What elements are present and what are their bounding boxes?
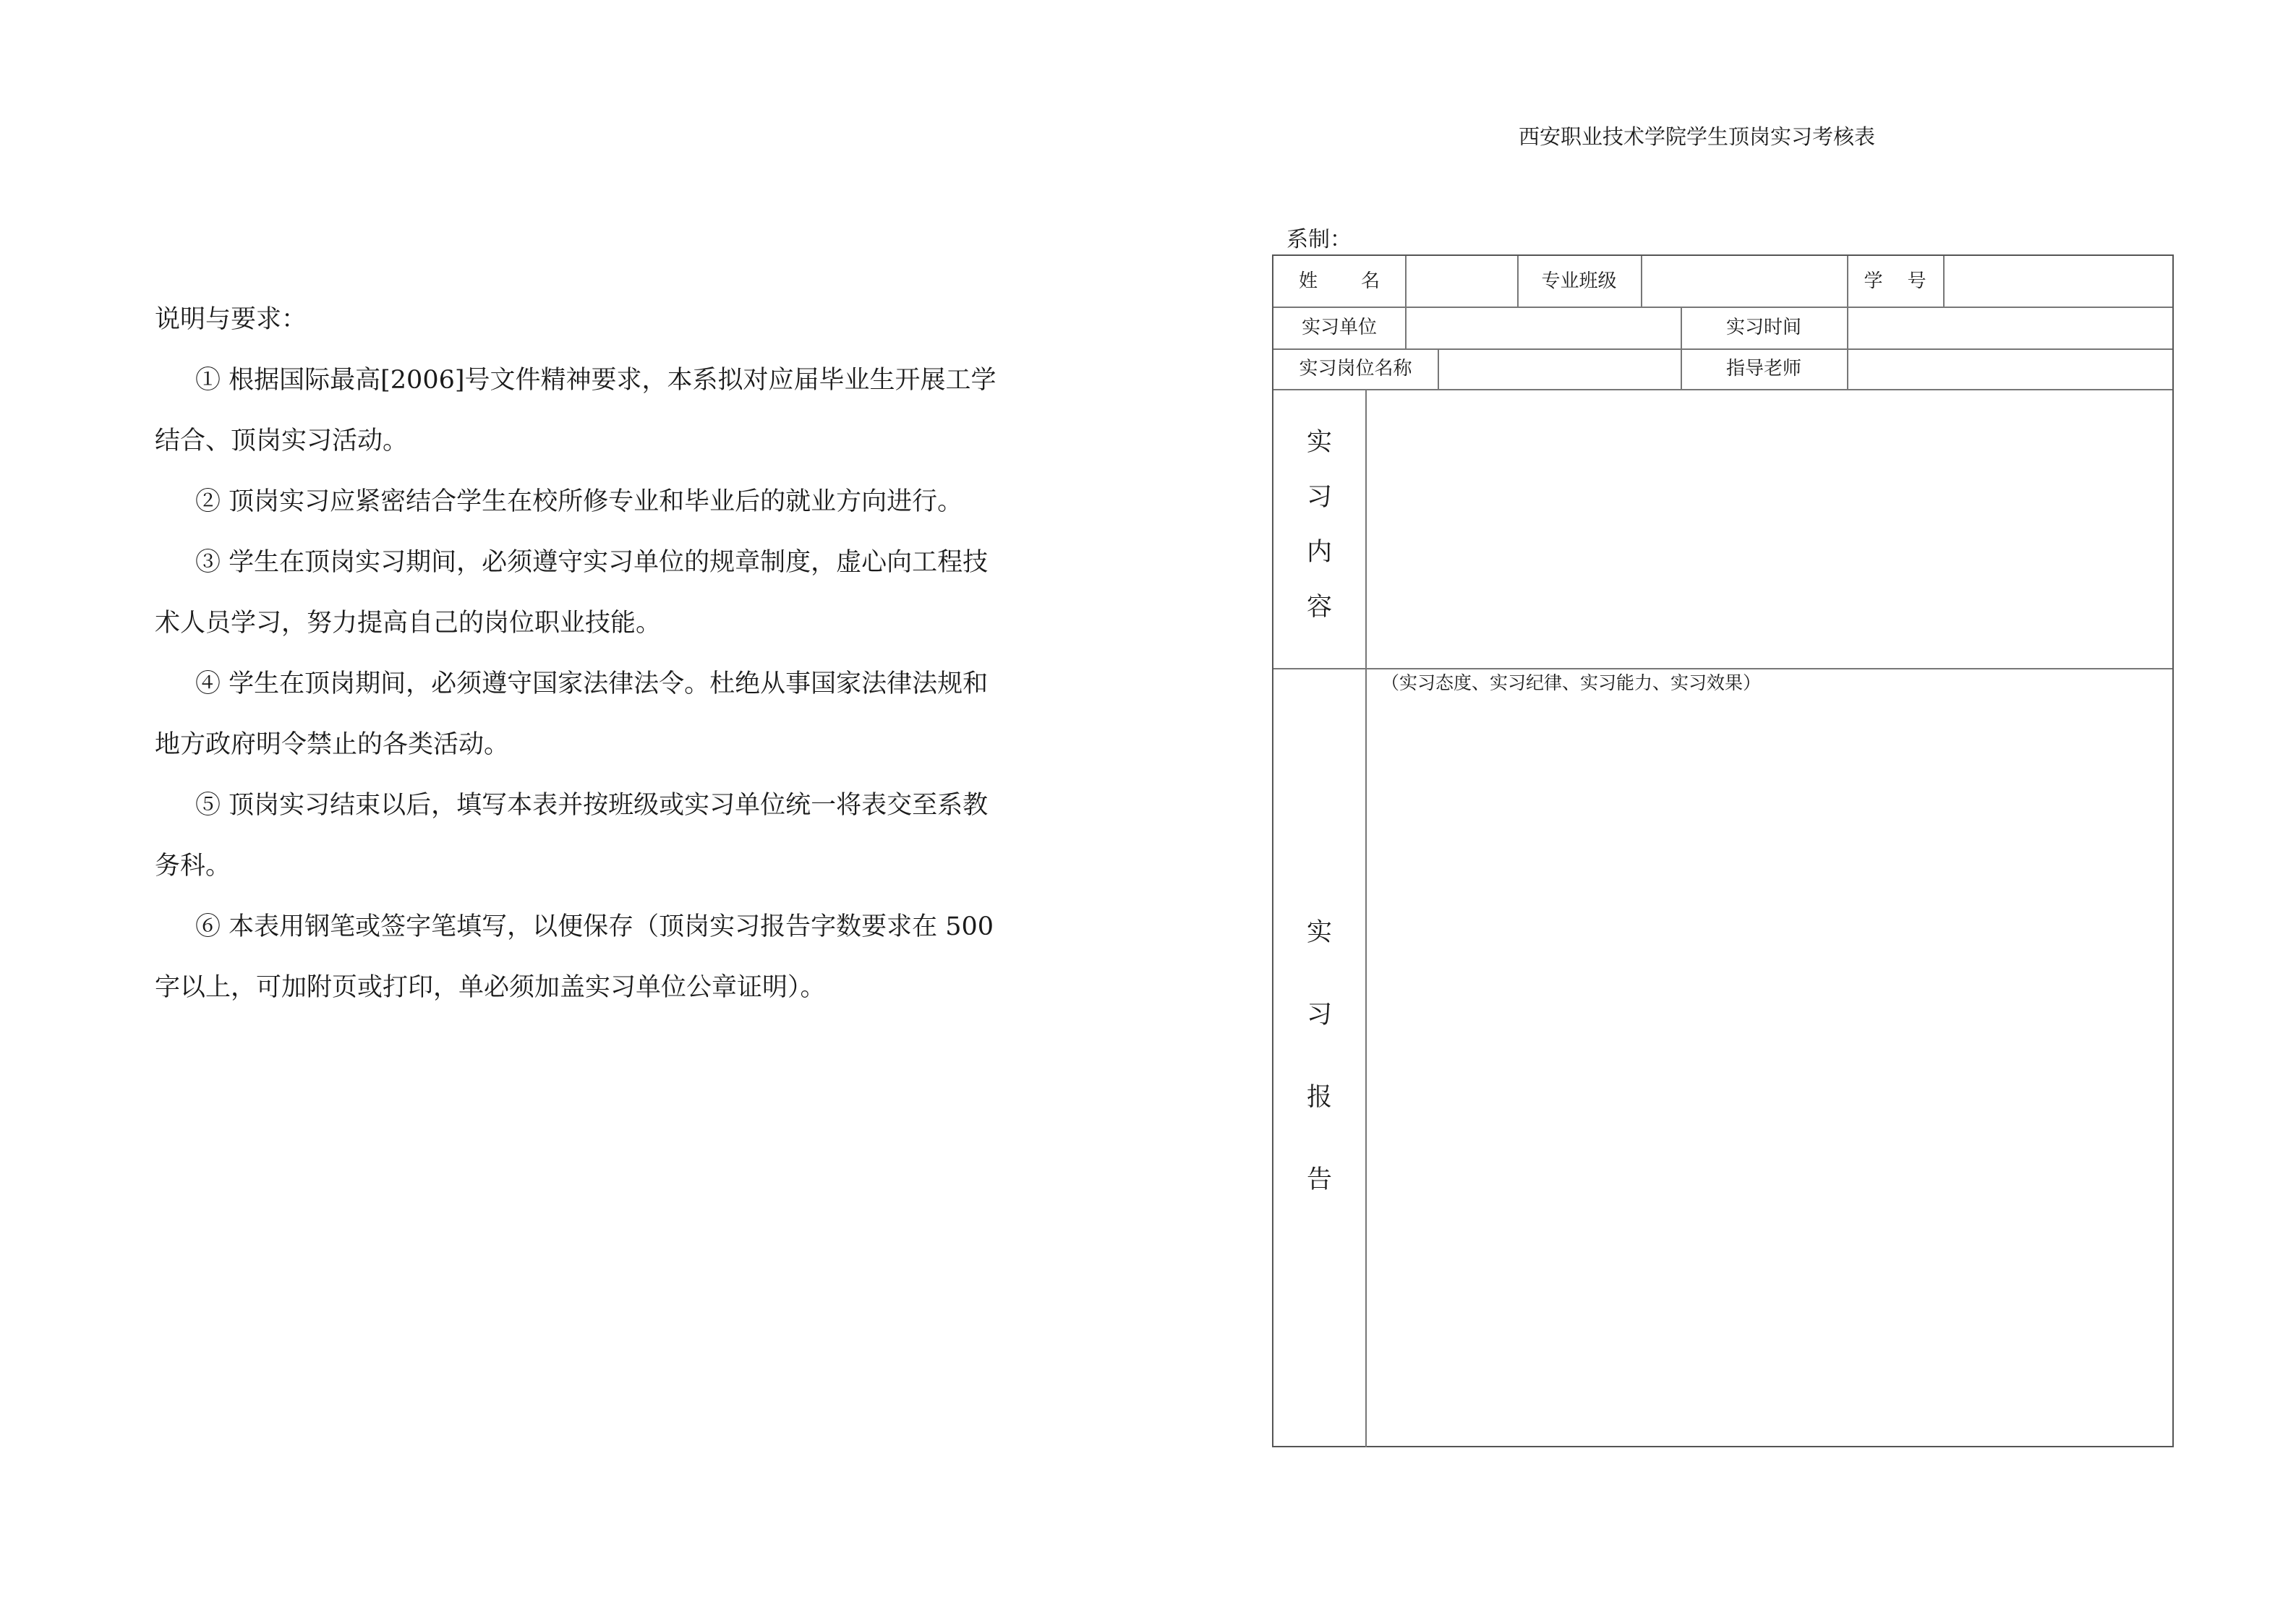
- department-label: 系制：: [1286, 227, 1352, 252]
- row-divider: [1273, 668, 2172, 669]
- instructions-section: [155, 289, 1008, 1018]
- label-student-id-char-2: 号: [1907, 270, 1926, 292]
- content-label-char: 习: [1306, 483, 1332, 512]
- report-label-char: 报: [1306, 1083, 1332, 1112]
- instructions-heading: 说明与要求：: [155, 305, 307, 334]
- content-label-char: 内: [1306, 538, 1332, 567]
- label-internship-position: 实习岗位名称: [1299, 358, 1412, 380]
- content-label-char: 容: [1306, 593, 1332, 622]
- form-title: 西安职业技术学院学生顶岗实习考核表: [1519, 124, 1876, 149]
- label-internship-time: 实习时间: [1725, 317, 1801, 338]
- content-label-char: 实: [1306, 428, 1332, 457]
- report-label-char: 实: [1306, 918, 1332, 947]
- label-internship-report: [1273, 915, 1365, 1198]
- label-student-id: [1847, 256, 1943, 307]
- report-criteria-note: （实习态度、实习纪律、实习能力、实习效果）: [1381, 672, 1762, 693]
- cell-divider: [1943, 256, 1945, 307]
- section-label-divider: [1365, 389, 1367, 1447]
- label-student-id-char-1: 学: [1864, 270, 1883, 292]
- cell-divider: [1641, 256, 1642, 307]
- report-label-char: 习: [1306, 1001, 1332, 1029]
- instruction-item-3: ③ 学生在顶岗实习期间，必须遵守实习单位的规章制度，虚心向工程技术人员学习，努力提高自己的岗位职业技能。: [155, 548, 989, 638]
- assessment-form: [1272, 254, 2174, 1447]
- instruction-item-5: ⑤ 顶岗实习结束以后，填写本表并按班级或实习单位统一将表交至系教务科。: [155, 791, 989, 881]
- instruction-item-2: ② 顶岗实习应紧密结合学生在校所修专业和毕业后的就业方向进行。: [195, 487, 963, 516]
- cell-divider: [1405, 256, 1407, 307]
- cell-divider: [1405, 307, 1407, 348]
- label-name-char-2: 名: [1361, 270, 1380, 292]
- label-internship-content: [1273, 425, 1365, 625]
- label-name-char-1: 姓: [1298, 270, 1318, 292]
- cell-divider: [1438, 348, 1439, 389]
- instruction-item-4: ④ 学生在顶岗期间，必须遵守国家法律法令。杜绝从事国家法律法规和地方政府明令禁止的各类活动。: [155, 669, 989, 759]
- instruction-item-1: ① 根据国际最高[2006]号文件精神要求，本系拟对应届毕业生开展工学结合、顶岗实习活动。: [155, 366, 997, 455]
- row-divider: [1273, 389, 2172, 390]
- cell-divider: [1847, 307, 1848, 348]
- label-major-class: 专业班级: [1541, 270, 1617, 292]
- cell-divider: [1847, 348, 1848, 389]
- label-instructor: 指导老师: [1725, 358, 1801, 380]
- report-label-char: 告: [1306, 1165, 1332, 1194]
- instruction-item-6: ⑥ 本表用钢笔或签字笔填写，以便保存（顶岗实习报告字数要求在 500 字以上，可加附页或打印，单必须加盖实习单位公章证明）。: [155, 912, 994, 1002]
- label-internship-unit: 实习单位: [1301, 317, 1377, 338]
- label-name: [1273, 256, 1405, 307]
